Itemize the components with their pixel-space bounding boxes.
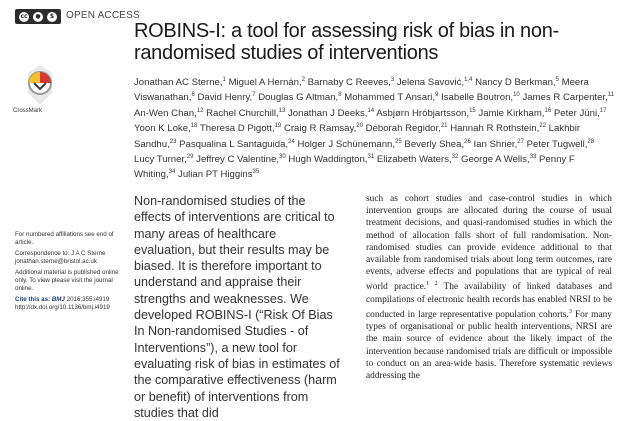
author-affiliation: 28 bbox=[587, 138, 595, 145]
author-name: Jamie Kirkham, bbox=[478, 107, 545, 119]
author-name: Mohammed T Ansari, bbox=[344, 92, 436, 104]
author-name: Nancy D Berkman, bbox=[475, 77, 556, 89]
author-name: Lucy Turner, bbox=[134, 154, 187, 166]
article-sidebar bbox=[15, 231, 127, 315]
author-affiliation: 25 bbox=[395, 138, 402, 145]
additional-material-note: Additional material is published online only. To view please visit the journal online. bbox=[15, 269, 119, 292]
author-affiliation: 15 bbox=[469, 107, 476, 114]
citation-ref-1[interactable]: 1 2 bbox=[426, 281, 438, 288]
author-affiliation: 20 bbox=[356, 123, 363, 130]
author-affiliation: 2 bbox=[301, 77, 305, 83]
author-name: Peter Jüni, bbox=[553, 107, 600, 119]
author-name: David Henry, bbox=[197, 92, 253, 104]
author-affiliation: 26 bbox=[464, 138, 471, 145]
author-name: Deborah Regidor, bbox=[365, 123, 441, 135]
nc-icon: $ bbox=[47, 12, 57, 22]
author-affiliation: 27 bbox=[517, 138, 524, 145]
author-name: Meera Viswanathan, bbox=[134, 77, 589, 104]
author-affiliation: 3 bbox=[390, 77, 395, 83]
crossmark-label: CrossMark bbox=[13, 108, 43, 114]
author-list bbox=[134, 74, 614, 182]
author-affiliation: 1,4 bbox=[464, 77, 473, 83]
cite-ref: 2016;355:i4919 bbox=[66, 296, 110, 303]
author-name: Hannah R Rothstein, bbox=[450, 123, 540, 135]
affiliations-note: For numbered affiliations see end of article. bbox=[15, 231, 114, 246]
author-name: Hugh Waddington, bbox=[288, 154, 368, 166]
author-affiliation: 21 bbox=[440, 123, 448, 130]
author-name: Elizabeth Waters, bbox=[376, 154, 452, 166]
author-name: Penny F Whiting, bbox=[134, 154, 575, 181]
author-affiliation: 30 bbox=[279, 153, 286, 160]
author-affiliation: 35 bbox=[252, 169, 260, 176]
by-icon: ● bbox=[33, 12, 43, 22]
author-name: Beverly Shea, bbox=[404, 138, 465, 150]
open-access-label: OPEN ACCESS bbox=[66, 10, 140, 21]
correspondence[interactable]: Correspondence to: J A C Sterne jonathan.sterne@bristol.ac.uk bbox=[15, 250, 106, 265]
author-affiliation: 24 bbox=[288, 138, 295, 145]
author-affiliation: 32 bbox=[451, 153, 459, 160]
author-affiliation: 9 bbox=[435, 92, 439, 99]
article-title: ROBINS-I: a tool for assessing risk of bias in non-randomised studies of interventions bbox=[134, 20, 559, 64]
citation bbox=[15, 296, 127, 312]
author-affiliation: 19 bbox=[274, 123, 282, 130]
author-name: George A Wells, bbox=[461, 154, 530, 166]
author-affiliation: 16 bbox=[544, 107, 552, 114]
cite-label: Cite this as: bbox=[15, 296, 51, 303]
author-name: Julian PT Higgins bbox=[178, 169, 253, 181]
author-name: Jonathan AC Sterne, bbox=[134, 77, 223, 89]
author-affiliation: 18 bbox=[190, 123, 198, 130]
author-affiliation: 7 bbox=[252, 92, 256, 99]
abstract-text: Non-randomised studies of the effects of interventions are critical to many areas of healthcare evaluation, but their results may be biased. It is therefore important to understand and appraise their strengths and weaknesses. We developed ROBINS-I (“Risk Of Bias In Non-randomised Studies - of Interventions”), a new tool for evaluating risk of bias in estimates of the comparative effectiveness (harm or benefit) of interventions from studies that did bbox=[134, 194, 340, 420]
author-affiliation: 29 bbox=[186, 153, 194, 160]
author-name: Ian Shrier, bbox=[473, 138, 518, 150]
author-name: Holger J Schünemann, bbox=[297, 138, 396, 150]
author-name: Rachel Churchill, bbox=[206, 107, 279, 119]
author-affiliation: 6 bbox=[191, 92, 195, 99]
author-affiliation: 22 bbox=[539, 123, 546, 130]
author-affiliation: 14 bbox=[367, 107, 375, 114]
author-name: Peter Tugwell, bbox=[526, 138, 588, 150]
author-name: Pasqualina L Santaguida, bbox=[179, 138, 289, 150]
author-affiliation: 17 bbox=[599, 107, 607, 114]
author-affiliation: 31 bbox=[367, 153, 375, 160]
author-affiliation: 34 bbox=[168, 169, 176, 176]
author-name: Yoon K Loke, bbox=[134, 123, 191, 135]
author-name: Douglas G Altman, bbox=[258, 92, 339, 104]
cc-license-badge bbox=[15, 9, 61, 24]
author-name: Lakhbir Sandhu, bbox=[134, 123, 581, 150]
author-affiliation: 1 bbox=[222, 77, 226, 83]
author-name: Theresa D Pigott, bbox=[199, 123, 275, 135]
author-name: Barnaby C Reeves, bbox=[307, 77, 391, 89]
crossmark-icon[interactable] bbox=[22, 63, 58, 107]
cite-journal: BMJ bbox=[51, 296, 65, 303]
author-affiliation: 23 bbox=[169, 138, 177, 145]
author-name: Jonathan J Deeks, bbox=[287, 107, 368, 119]
body-text-part-1: such as cohort studies and case-control studies in which intervention groups are allocated during the course of usual treatment decisions, and quasi-randomised studies in which the method of allocation falls short of full randomisation. Non-randomised studies can provide evidence additional to that available from randomised trials about long term outcomes, rare events, adverse effects and populations that are typical of real world practice. bbox=[366, 194, 612, 293]
author-affiliation: 13 bbox=[278, 107, 286, 114]
author-affiliation: 11 bbox=[607, 92, 614, 99]
citation-ref-2[interactable]: 3 bbox=[568, 308, 572, 315]
author-affiliation: 12 bbox=[196, 107, 204, 114]
cc-icon: cc bbox=[20, 12, 28, 20]
author-name: Miguel A Hernán, bbox=[228, 77, 302, 89]
author-name: Craig R Ramsay, bbox=[283, 123, 357, 135]
author-affiliation: 8 bbox=[338, 92, 342, 99]
author-name: An-Wen Chan, bbox=[134, 107, 197, 119]
body-text-part-3: For many types of organisational or public health interventions, NRSI are the main source of evidence about the likely impact of the intervention because randomised trials are difficult or impossible to conduct on an area-wide basis. Therefore systematic reviews addressing the bbox=[366, 310, 612, 382]
body-text bbox=[366, 193, 612, 382]
author-name: Asbjørn Hróbjartsson, bbox=[376, 107, 470, 119]
author-affiliation: 10 bbox=[513, 92, 520, 99]
body-text-part-2: The availability of linked databases and compilations of electronic health records has enabled NRSI to be conducted in large representative population cohorts. bbox=[366, 282, 613, 321]
author-name: Jeffrey C Valentine, bbox=[196, 154, 279, 166]
author-name: Isabelle Boutron, bbox=[441, 92, 514, 104]
doi-link[interactable]: http://dx.doi.org/10.1136/bmj.i4919 bbox=[15, 304, 110, 311]
author-affiliation: 33 bbox=[529, 153, 537, 160]
author-name: Jelena Savović, bbox=[396, 77, 465, 89]
author-name: James R Carpenter, bbox=[522, 92, 608, 104]
author-affiliation: 5 bbox=[555, 77, 559, 83]
